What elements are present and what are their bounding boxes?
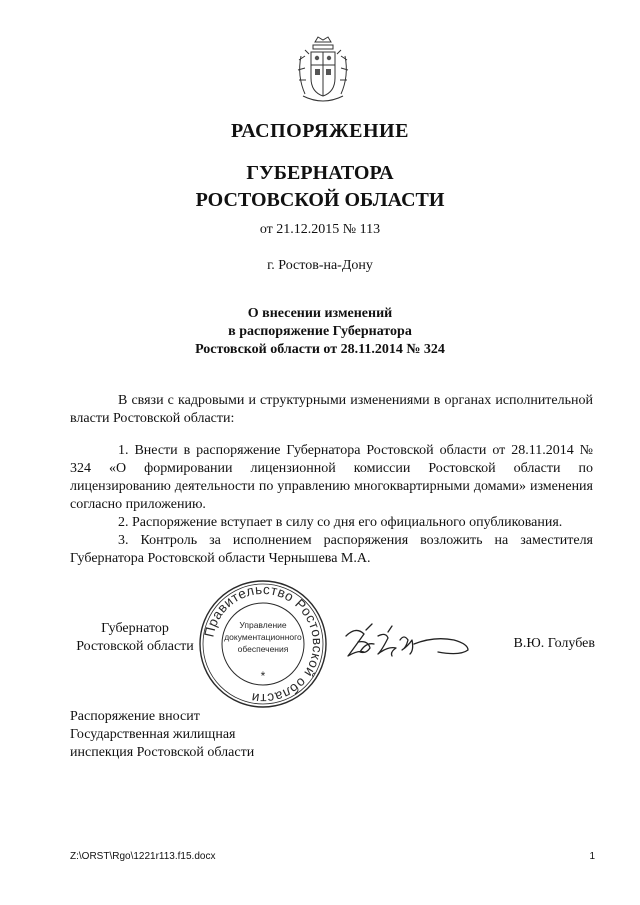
submitter-line-3: инспекция Ростовской области — [70, 745, 255, 760]
item-2-paragraph: 2. Распоряжение вступает в силу со дня его официального опубликования. — [118, 515, 563, 530]
submitter-line-1: Распоряжение вносит — [70, 709, 200, 724]
stamp-center-line-3: обеспечения — [237, 644, 289, 654]
subject-line-2: в распоряжение Губернатора — [228, 324, 412, 339]
stamp-ring-text: Правительство Ростовской области — [201, 581, 326, 707]
footer-file-path: Z:\ORST\Rgo\1221r113.f15.docx — [70, 851, 216, 862]
document-date-number: от 21.12.2015 № 113 — [259, 222, 381, 237]
coat-of-arms-emblem — [293, 36, 353, 106]
stamp-center-line-2: документационного — [224, 632, 302, 642]
item-1-paragraph: 1. Внести в распоряжение Губернатора Ростовской области от 28.11.2014 № 324 «О формировании лицензионной комиссии Ростовской области по лицензированию деятельности по управлению многоквартирными домами» изменения согласно приложению. — [70, 443, 593, 512]
handwritten-signature — [342, 622, 472, 666]
document-subject — [0, 305, 640, 359]
authority-line-1: ГУБЕРНАТОРА — [246, 162, 394, 184]
document-body — [70, 392, 593, 568]
document-type: РАСПОРЯЖЕНИЕ — [231, 120, 409, 142]
document-city: г. Ростов-на-Дону — [267, 258, 373, 273]
submitter-block — [70, 708, 254, 762]
official-stamp — [197, 578, 329, 710]
signatory-title — [70, 620, 200, 656]
subject-line-3: Ростовской области от 28.11.2014 № 324 — [195, 342, 445, 357]
page-number: 1 — [589, 851, 595, 862]
item-3-paragraph: 3. Контроль за исполнением распоряжения возложить на заместителя Губернатора Ростовской области Чернышева М.А. — [70, 533, 593, 566]
preamble-paragraph: В связи с кадровыми и структурными изменениями в органах исполнительной власти Ростовской области: — [70, 393, 593, 426]
stamp-center-line-1: Управление — [239, 620, 287, 630]
signer-name: В.Ю. Голубев — [513, 636, 595, 651]
submitter-line-2: Государственная жилищная — [70, 727, 236, 742]
stamp-star: * — [260, 669, 266, 683]
issuing-authority — [0, 160, 640, 214]
signatory-title-line-2: Ростовской области — [76, 639, 194, 654]
authority-line-2: РОСТОВСКОЙ ОБЛАСТИ — [195, 189, 445, 211]
signatory-title-line-1: Губернатор — [101, 621, 169, 636]
subject-line-1: О внесении изменений — [247, 306, 393, 321]
